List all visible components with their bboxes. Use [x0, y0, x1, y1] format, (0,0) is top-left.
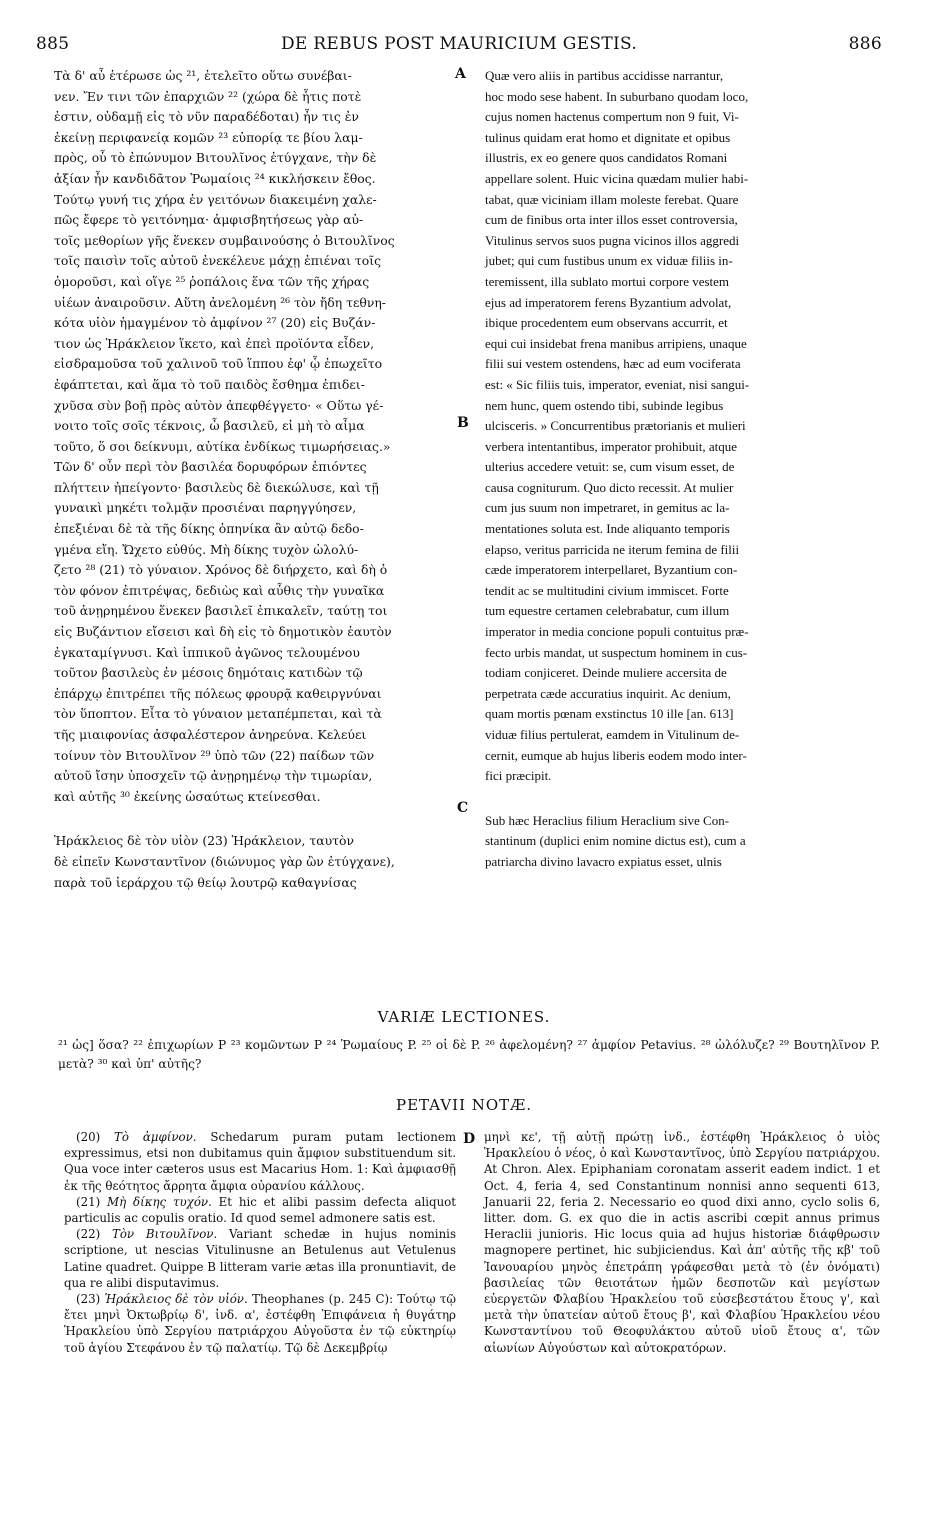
- text-line: ἀξίαν ἦν κανδιδᾶτον Ῥωμαίοις ²⁴ κικλήσκειν ἔθος.: [54, 170, 376, 186]
- text-line: ulcisceris. » Concurrentibus prætorianis et mulieri: [485, 418, 746, 434]
- text-line: δὲ εἰπεῖν Κωνσταντῖνον (διώνυμος γὰρ ὢν ἐτύγχανε),: [54, 853, 395, 869]
- text-line: tulinus quidam erat homo et dignitate et opibus: [485, 129, 731, 145]
- note-entry: [64, 1129, 456, 1194]
- text-line: Ἡράκλειος δὲ τὸν υἱὸν (23) Ἡράκλειον, ταυτὸν: [54, 833, 354, 849]
- text-line: αὐτοῦ ἴσην ὑποσχεῖν τῷ ἀνῃρημένῳ τὴν τιμωρίαν,: [54, 768, 373, 784]
- notes-left-column: [64, 1129, 456, 1356]
- text-line: τὸν φόνον ἐπιτρέψας, δεδιὼς καὶ αὖθις τὴν γυναῖκα: [54, 582, 385, 598]
- text-line: fecto urbis mandat, ut suspectum hominem in cus-: [485, 644, 748, 660]
- page-number-right: 886: [848, 34, 882, 54]
- note-lemma: Τὸν Βιτουλῖνον.: [111, 1227, 218, 1242]
- text-line: χνῦσα σὺν βοῇ πρὸς αὐτὸν ἀπεφθέγγετο· « Οὕτω γέ-: [54, 397, 384, 413]
- note-lemma: Τὸ ἀμφίνον.: [114, 1130, 197, 1144]
- text-line: ὁμοροῦσι, καὶ οἵγε ²⁵ ῥοπάλοις ἕνα τῶν τῆς χήρας: [54, 273, 370, 289]
- text-line: patriarcha divino lavacro expiatus esset, ulnis: [485, 853, 722, 869]
- text-line: ibique procedentem eum observans accurrit, et: [485, 315, 728, 331]
- text-line: mentationes soluta est. Inde aliquanto temporis: [485, 521, 730, 537]
- text-line: γμένα εἴη. Ὤχετο εὐθύς. Μὴ δίκης τυχὸν ὠλολύ-: [54, 541, 359, 557]
- text-line: quam mortis pœnam exstinctus 10 ille [an. 613]: [485, 706, 734, 722]
- text-line: Quæ vero aliis in partibus accidisse narrantur,: [485, 68, 724, 83]
- text-line: ἐπεξιέναι δὲ τὰ τῆς δίκης ὁπηνίκα ἂν αὐτῷ δεδο-: [54, 521, 364, 537]
- text-line: ἐγκαταμίγνυσι. Καὶ ἱππικοῦ ἀγῶνος τελουμένου: [54, 644, 360, 660]
- text-line: tendit ac se multitudini civium immiscet. Forte: [485, 582, 729, 598]
- text-line: υἱέων ἀναιροῦσιν. Αὕτη ἀνελομένη ²⁶ τὸν ἤδη τεθνη-: [54, 294, 386, 310]
- text-line: filii sui vestem ostendens, hæc ad eum vociferata: [485, 356, 741, 372]
- text-line: teremissent, illa sublato mortui corpore vestem: [485, 273, 730, 289]
- note-text: Theophanes (p. 245 C): Τούτῳ τῷ ἔτει μηνὶ Ὀκτωβρίῳ δ', ἰνδ. α', ἐστέφθη Ἐπιφάνεια ἡ θυγάτηρ Ἡρακλείου ὑπὸ Σεργίου πατριάρχου Αὐγοῦστα ἐν τῷ εὐκτηρίῳ τοῦ ἁγίου Στεφάνου ἐν τῷ παλατίῳ. Τῷ δὲ Δεκεμβρίῳ: [64, 1292, 457, 1355]
- text-line: νεν. Ἔν τινι τῶν ἐπαρχιῶν ²² (χώρα δὲ ἧτις ποτὲ: [54, 88, 362, 104]
- page-number-left: 885: [36, 34, 70, 54]
- text-line: τιον ὡς Ἡράκλειον ἵκετο, καὶ ἐπεὶ προϊόντα εἶδεν,: [54, 335, 375, 351]
- text-line: ulterius accedere vetuit: se, cum visum esset, de: [485, 459, 735, 475]
- note-text: Variant schedæ in hujus nominis scriptione, ut nescias Vitulinusne an Betulenus aut Vetulenus Latine quadret. Quippe B litteram varie ætas illa pronuntiavit, de qua re alibi disputavimus.: [64, 1227, 456, 1290]
- text-line: τοῦτο, ὅ σοι δείκνυμι, αὐτίκα ἐνδίκως τιμωρήσειας.»: [54, 438, 391, 454]
- variae-lectiones: ²¹ ὡς] ὅσα? ²² ἐπιχωρίων P ²³ κομῶντων P ²⁴ Ῥωμαίους P. ²⁵ οἱ δὲ P. ²⁶ ἀφελομένη? ²⁷ ἀμφίον Petavius. ²⁸ ὠλόλυζε? ²⁹ Βουτηλῖνον P. μετὰ? ³⁰ καὶ ὑπ' αὐτῆς?: [58, 1038, 880, 1071]
- text-line: appellare solent. Huic vicina quædam mulier habi-: [485, 170, 749, 186]
- text-line: ἐστιν, οὐδαμῇ εἰς τὸ νῦν παραδέδοται) ἦν τις ἐν: [54, 109, 359, 125]
- text-line: παρὰ τοῦ ἱεράρχου τῷ θείῳ λουτρῷ καθαγνίσας: [54, 874, 357, 890]
- text-line: πλήττειν ἠπείγοντο· βασιλεὺς δὲ διεκώλυσε, καὶ τῇ: [54, 479, 379, 495]
- note-lemma: Μὴ δίκης τυχόν.: [107, 1194, 212, 1209]
- margin-mark-d: D: [463, 1131, 476, 1147]
- text-line: elapso, veritus parricida ne iterum femina de filii: [485, 541, 740, 557]
- text-line: τὸν ὕποπτον. Εἶτα τὸ γύναιον μεταπέμπεται, καὶ τὰ: [54, 706, 382, 722]
- variae-lectiones-title: VARIÆ LECTIONES.: [377, 1008, 551, 1026]
- text-line: τοῖς μεθορίων γῆς ἕνεκεν συμβαινούσης ὁ Βιτουλῖνος: [54, 232, 395, 248]
- text-line: verbera intentantibus, imperator prohibuit, atque: [485, 438, 737, 454]
- text-line: τῆς μιαιφονίας ἀσφαλέστερον ἀνηρεύνα. Κελεύει: [54, 727, 367, 742]
- note-ref: (21): [76, 1194, 101, 1209]
- text-line: cum jus suum non impetraret, in gemitus ac la-: [485, 500, 730, 516]
- text-line: τοῦ ἀνῃρημένου ἕνεκεν βασιλεῖ ἐπικαλεῖν, ταύτῃ τοι: [54, 603, 388, 619]
- notes-right-column: [484, 1129, 880, 1356]
- text-line: εἰς Βυζάντιον εἴσεισι καὶ δὴ εἰς τὸ δημοτικὸν ἑαυτὸν: [54, 624, 392, 640]
- text-line: equi cui insidebat frena manibus arripiens, unaque: [485, 335, 747, 351]
- text-line: εἰσδραμοῦσα τοῦ χαλινοῦ τοῦ ἵππου ἐφ' ᾧ ἐπωχεῖτο: [54, 356, 383, 372]
- text-line: illustris, ex eo genere quos candidatos Romani: [485, 150, 728, 166]
- greek-text-column: [54, 66, 452, 893]
- note-ref: (22): [76, 1227, 101, 1242]
- text-line: hoc modo sese habent. In suburbano quodam loco,: [485, 88, 749, 104]
- text-line: tabat, quæ viciniam illam moleste ferebat. Quare: [485, 191, 739, 207]
- text-line: est: « Sic filiis tuis, imperator, eveniat, nisi sangui-: [485, 376, 750, 392]
- note-entry: [64, 1194, 456, 1226]
- text-line: τοῦτον βασιλεὺς ἐν μέσοις δημόταις κατιδὼν τῷ: [54, 665, 363, 681]
- margin-mark-c: C: [457, 800, 469, 816]
- text-line: ἐπάρχῳ ἐπιτρέπει τῆς πόλεως φρουρᾷ καθειργνύναι: [54, 685, 382, 701]
- text-line: tum equestre certamen celebrabatur, cum illum: [485, 603, 730, 619]
- running-title: DE REBUS POST MAURICIUM GESTIS.: [280, 34, 638, 54]
- text-line: cum de finibus orta inter illos esset controversia,: [485, 212, 738, 228]
- latin-text-column: [485, 66, 880, 873]
- text-line: cujus nomen hactenus compertum non 9 fuit, Vi-: [485, 109, 739, 125]
- text-line: cæde imperatorem interpellaret, Byzantium con-: [485, 562, 738, 578]
- text-line: stantinum (duplici enim nomine dictus est), cum a: [485, 833, 746, 849]
- text-line: cernit, eumque ab hujus liberis eodem modo inter-: [485, 747, 747, 763]
- note-text: Schedarum puram putam lectionem expressimus, etsi non dubitamus quin ἄμφιον substituendum sit. Qua voce inter cæteros usus est Macarius Hom. 1: Καὶ ἀμφιασθῇ ἐκ τῆς θεότητος ἄρρητα ἄμφια οὐρανίου κάλλους.: [64, 1130, 457, 1193]
- text-line: viduæ filius pertulerat, eamdem in Vitulinum de-: [485, 727, 740, 742]
- note-ref: (20): [76, 1130, 101, 1144]
- text-line: jubet; qui cum fustibus unum ex viduæ filiis in-: [485, 253, 733, 269]
- text-line: Τούτῳ γυνή τις χήρα ἐν γειτόνων διακειμένη χαλε-: [54, 191, 377, 207]
- text-line: τοίνυν τὸν Βιτουλῖνον ²⁹ ὑπὸ τῶν (22) παίδων τῶν: [54, 747, 375, 763]
- text-line: γυναικὶ μηκέτι τολμᾷν προσιέναι παρηγγύησεν,: [54, 500, 357, 516]
- text-line: nem hunc, quem ostendo tibi, subinde legibus: [485, 397, 724, 413]
- text-line: ζετο ²⁸ (21) τὸ γύναιον. Χρόνος δὲ διήρχετο, καὶ δὴ ὁ: [54, 562, 388, 578]
- note-entry: [64, 1291, 456, 1356]
- text-line: Τὰ δ' αὖ ἑτέρωσε ὡς ²¹, ἐτελεῖτο οὕτω συνέβαι-: [54, 68, 352, 83]
- page-header: [36, 34, 882, 58]
- note-entry: [64, 1226, 456, 1291]
- text-line: Τῶν δ' οὖν περὶ τὸν βασιλέα δορυφόρων ἐπιόντες: [54, 459, 367, 475]
- text-line: todiam conjiceret. Deinde muliere accersita de: [485, 665, 727, 681]
- text-line: καὶ αὐτῆς ³⁰ ἐκείνης ὡσαύτως κτείνεσθαι.: [54, 788, 321, 804]
- note-text: Et hic et alibi passim defecta aliquot particulis ac copulis oratio. Id quod semel admonere satis est.: [64, 1194, 457, 1226]
- text-line: fici præcipit.: [485, 768, 552, 784]
- text-line: ἐκείνῃ περιφανείᾳ κομῶν ²³ εὐπορίᾳ τε βίου λαμ-: [54, 129, 363, 145]
- text-line: ejus ad imperatorem ferens Byzantium advolat,: [485, 294, 732, 310]
- text-line: Vitulinus servos suos pugna vicinos illos aggredi: [485, 232, 740, 248]
- note-continuation: μηνὶ κε', τῇ αὐτῇ πρώτῃ ἰνδ., ἐστέφθη Ἡράκλειος ὁ υἱὸς Ἡρακλείου ὁ νέος, ὁ καὶ Κωνσταντῖνος, ὑπὸ Σεργίου πατριάρχου. At Chron. Alex. Epiphaniam coronatam asserit eadem indict. 1 et Oct. 4, feria 4, sed Constantinum nonnisi anno sequenti 613, Januarii 22, feria 2. Necessario eo quod dixi anno, cyclo solis 6, litter. dom. G. ex quo die in actis ascribi cœpit annus primus Heraclii junioris. Hic locus quia ad hujus historiæ διάφθρωσιν magnopere pertinet, hic subjiciendus. Καὶ ἀπ' αὐτῆς τῆς κβ' τοῦ Ἰανουαρίου μηνὸς ἐπετράπη γράφεσθαι μετὰ τὸ (ἐν ὀνόματι) βασιλείας τῶν θειοτάτων ἡμῶν δεσποτῶν καὶ μεγίστων εὐεργετῶν Φλαβίου Ἡρακλείου τοῦ εὐσεβεστάτου ἔτους γ', καὶ μετὰ τὴν ὑπατείαν αὐτοῦ ἔτους β', καὶ Φλαβίου Ἡρακλείου νέου Κωνσταντίνου τοῦ Θεοφυλάκτου αὐτοῦ υἱοῦ ἔτους α', τῶν αἰωνίων Αὐγούστων καὶ αὐτοκρατόρων.: [484, 1130, 880, 1355]
- text-line: νοιτο τοῖς σοῖς τέκνοις, ὦ βασιλεῦ, εἰ μὴ τὸ αἷμα: [54, 418, 365, 434]
- text-line: ἐφάπτεται, καὶ ἅμα τὸ τοῦ παιδὸς ἔσθημα ἐπιδει-: [54, 376, 365, 392]
- text-line: causa cogniturum. Quo dicto recessit. At mulier: [485, 479, 734, 495]
- text-line: τοῖς παισὶν τοῖς αὐτοῦ ἐνεκέλευε μάχῃ ἐπιέναι τοῖς: [54, 253, 382, 269]
- note-ref: (23): [76, 1292, 101, 1307]
- margin-mark-a: A: [455, 66, 466, 82]
- text-line: πρὸς, οὗ τὸ ἐπώνυμον Βιτουλῖνος ἐτύγχανε, τὴν δὲ: [54, 150, 377, 166]
- text-line: κότα υἱὸν ἡμαγμένον τὸ ἀμφίνον ²⁷ (20) εἰς Βυζάν-: [54, 315, 376, 331]
- petavii-notae-title: PETAVII NOTÆ.: [396, 1096, 532, 1114]
- text-line: perpetrata cæde accuratius inquirit. Ac denium,: [485, 685, 731, 701]
- margin-mark-b: B: [457, 415, 469, 431]
- text-line: Sub hæc Heraclius filium Heraclium sive Con-: [485, 812, 730, 828]
- text-line: imperator in media concione populi contuitus præ-: [485, 624, 749, 640]
- note-lemma: Ἡράκλειος δὲ τὸν υἱόν.: [104, 1292, 248, 1307]
- text-line: πῶς ἔφερε τὸ γειτόνημα· ἀμφισβητήσεως γὰρ αὐ-: [54, 212, 364, 228]
